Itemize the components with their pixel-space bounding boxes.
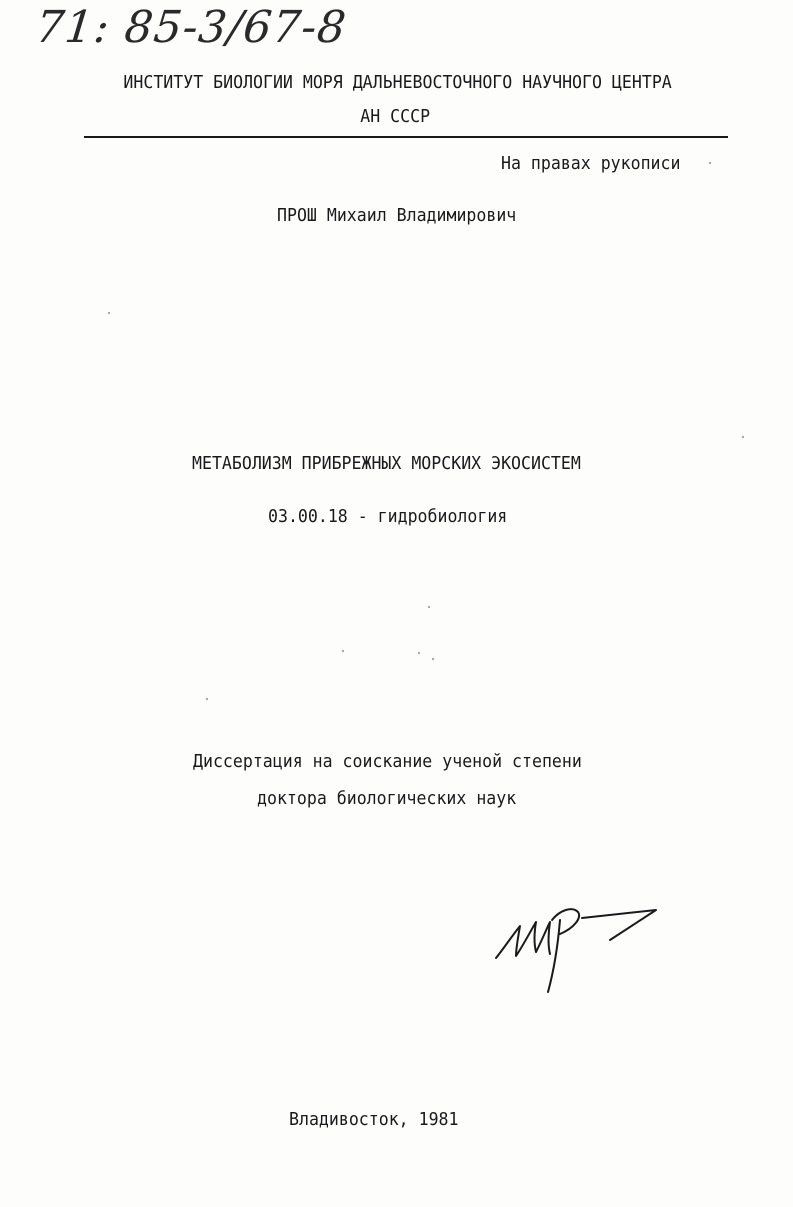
paper-speck <box>108 312 110 314</box>
paper-speck <box>432 658 434 660</box>
academy-name: АН СССР <box>360 106 431 127</box>
author-signature <box>490 900 670 1000</box>
institute-name: ИНСТИТУТ БИОЛОГИИ МОРЯ ДАЛЬНЕВОСТОЧНОГО НАУЧНОГО ЦЕНТРА <box>123 72 672 93</box>
degree-line-1: Диссертация на соискание ученой степени <box>193 751 582 772</box>
paper-speck <box>709 162 711 164</box>
paper-speck <box>428 606 430 608</box>
header-divider <box>84 136 728 138</box>
author-name: ПРОШ Михаил Владимирович <box>277 205 517 226</box>
specialty-code: 03.00.18 - гидробиология <box>268 506 508 527</box>
degree-line-2: доктора биологических наук <box>257 788 517 809</box>
dissertation-title: МЕТАБОЛИЗМ ПРИБРЕЖНЫХ МОРСКИХ ЭКОСИСТЕМ <box>192 453 581 474</box>
paper-speck <box>742 436 744 438</box>
paper-speck <box>342 650 344 652</box>
handwritten-archive-number: 71: 85-3/67-8 <box>33 2 350 53</box>
paper-speck <box>206 698 208 700</box>
paper-speck <box>418 652 420 654</box>
rights-note: На правах рукописи <box>501 153 681 174</box>
place-and-year: Владивосток, 1981 <box>289 1109 459 1130</box>
